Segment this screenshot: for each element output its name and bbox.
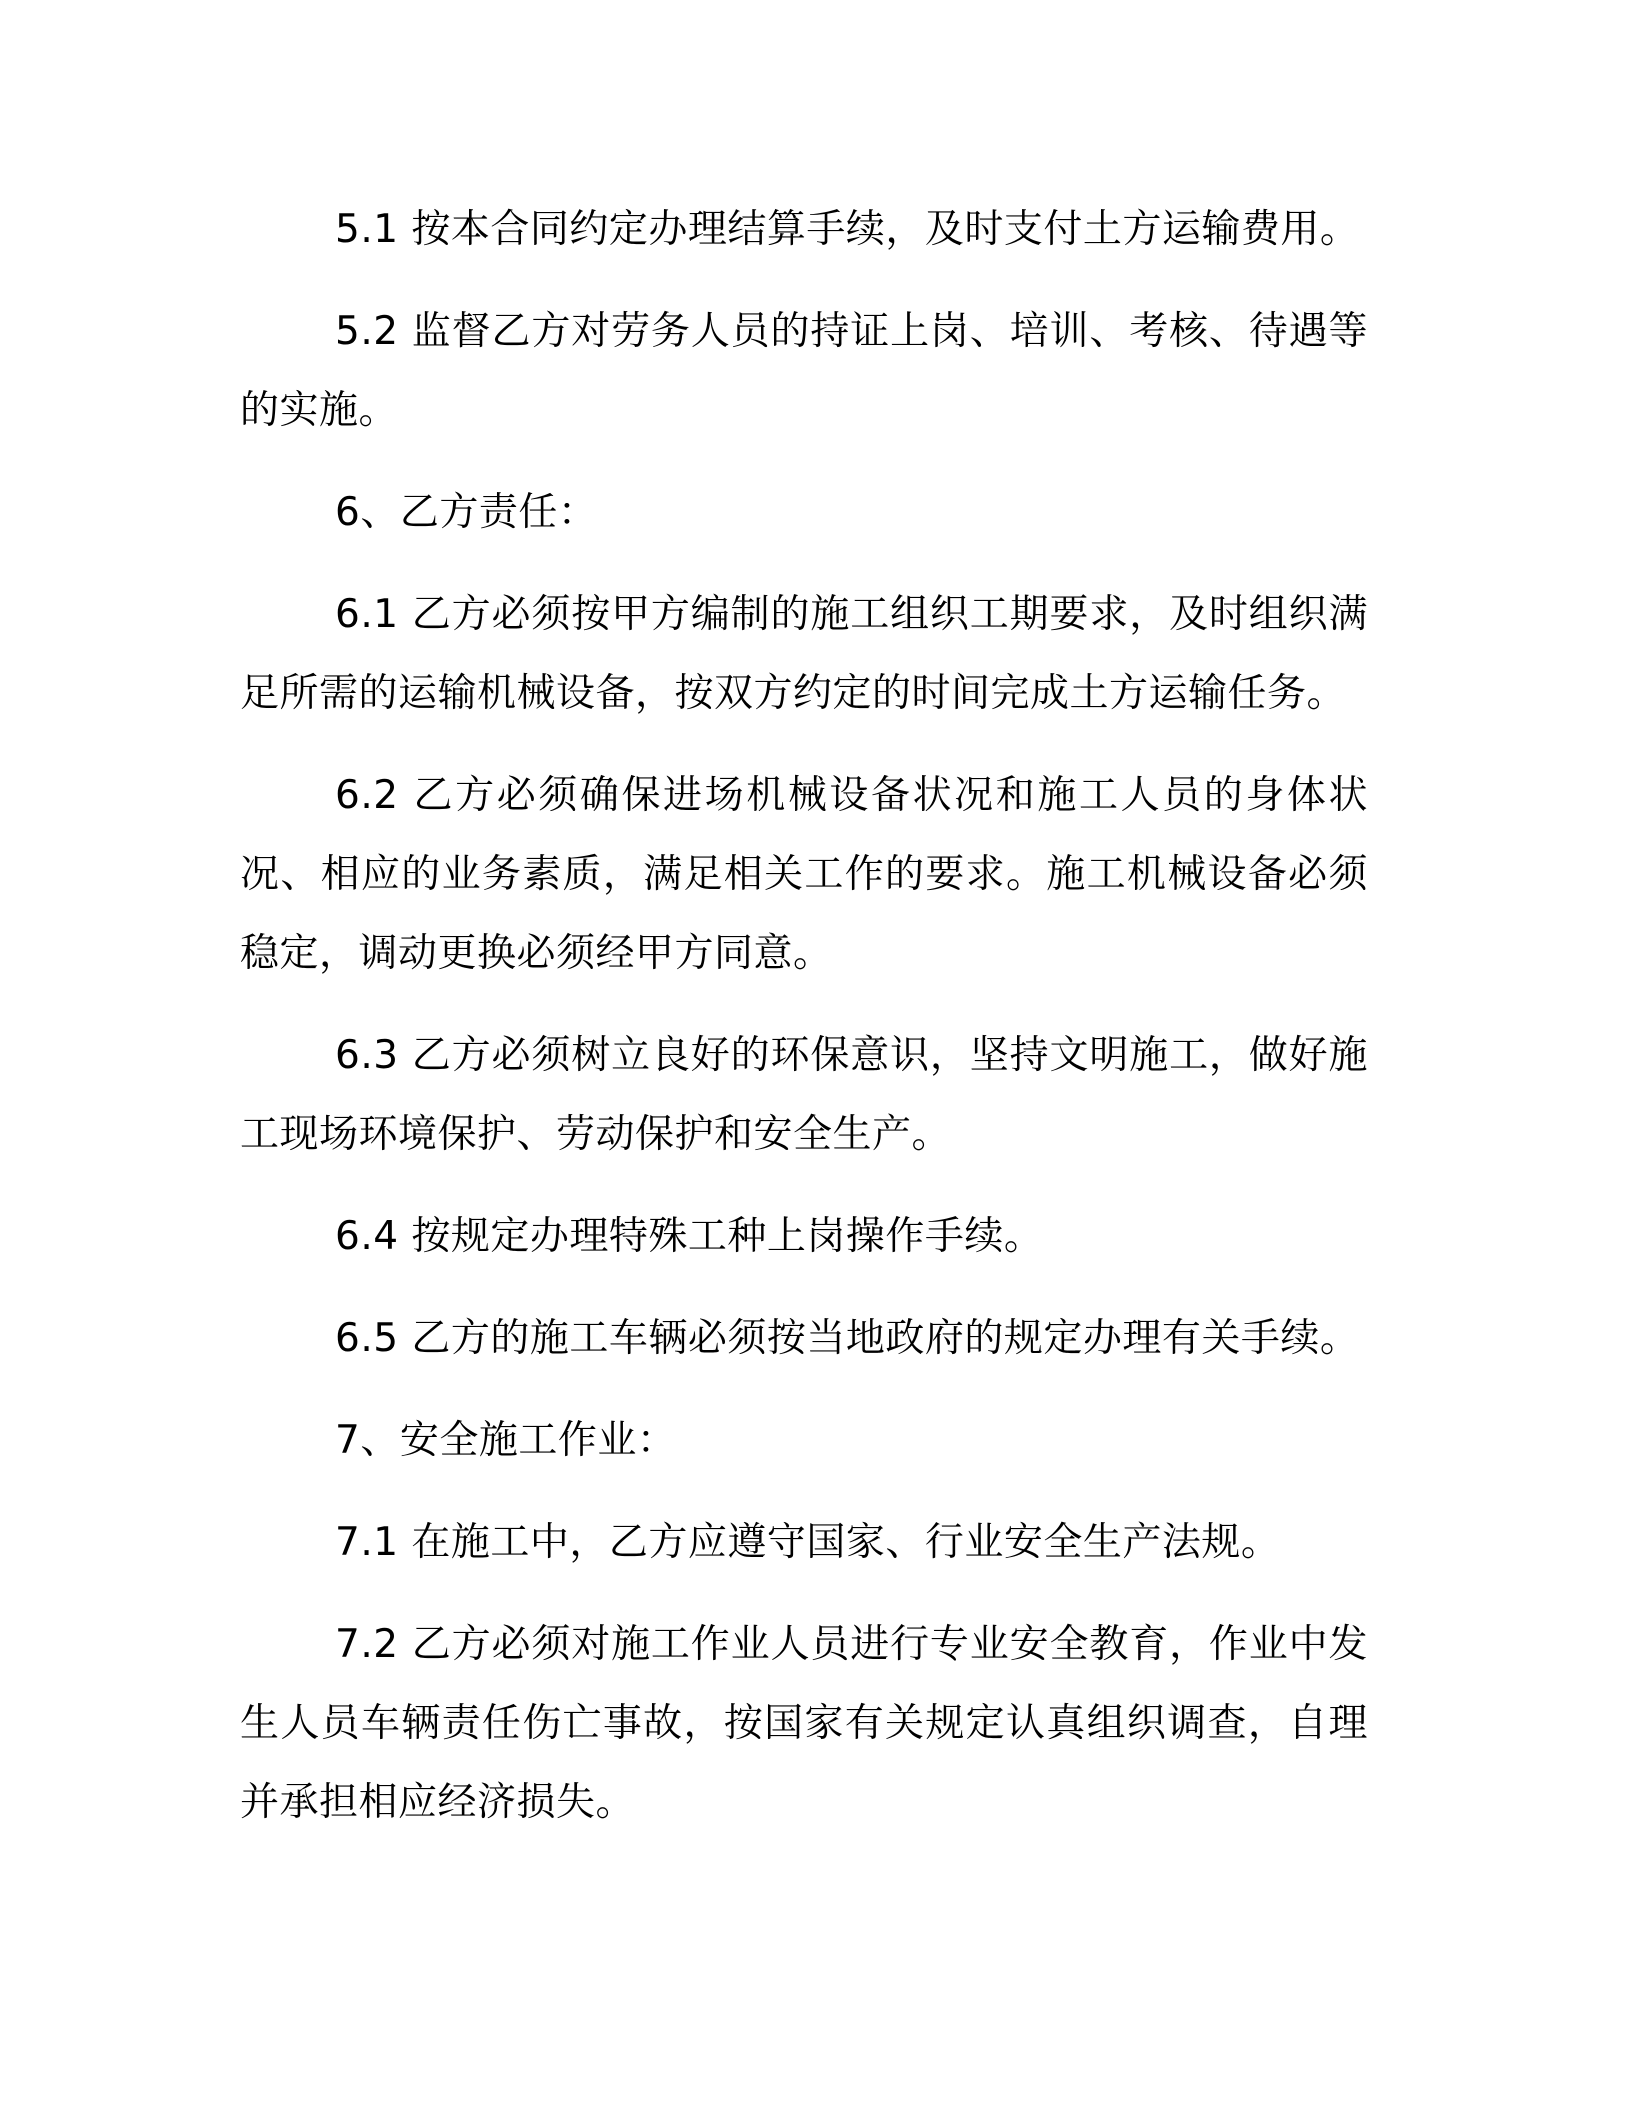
clause-7-2: 7.2 乙方必须对施工作业人员进行专业安全教育，作业中发生人员车辆责任伤亡事故，按国家有关规定认真组织调查，自理并承担相应经济损失。 xyxy=(240,1622,1368,1825)
section-7-heading: 7、安全施工作业： xyxy=(335,1418,677,1463)
clause-5-1: 5.1 按本合同约定办理结算手续，及时支付土方运输费用。 xyxy=(335,207,1360,252)
clause-6-1: 6.1 乙方必须按甲方编制的施工组织工期要求，及时组织满足所需的运输机械设备，按双方约定的时间完成土方运输任务。 xyxy=(240,592,1368,716)
section-6-heading: 6、乙方责任： xyxy=(335,490,598,535)
clause-6-3: 6.3 乙方必须树立良好的环保意识，坚持文明施工，做好施工现场环境保护、劳动保护和安全生产。 xyxy=(240,1033,1368,1157)
clause-7-1: 7.1 在施工中，乙方应遵守国家、行业安全生产法规。 xyxy=(335,1520,1281,1565)
clause-6-2: 6.2 乙方必须确保进场机械设备状况和施工人员的身体状况、相应的业务素质，满足相关工作的要求。施工机械设备必须稳定，调动更换必须经甲方同意。 xyxy=(240,773,1368,976)
clause-5-2: 5.2 监督乙方对劳务人员的持证上岗、培训、考核、待遇等的实施。 xyxy=(240,309,1368,433)
clause-6-5: 6.5 乙方的施工车辆必须按当地政府的规定办理有关手续。 xyxy=(335,1316,1360,1361)
clause-6-4: 6.4 按规定办理特殊工种上岗操作手续。 xyxy=(335,1214,1044,1259)
